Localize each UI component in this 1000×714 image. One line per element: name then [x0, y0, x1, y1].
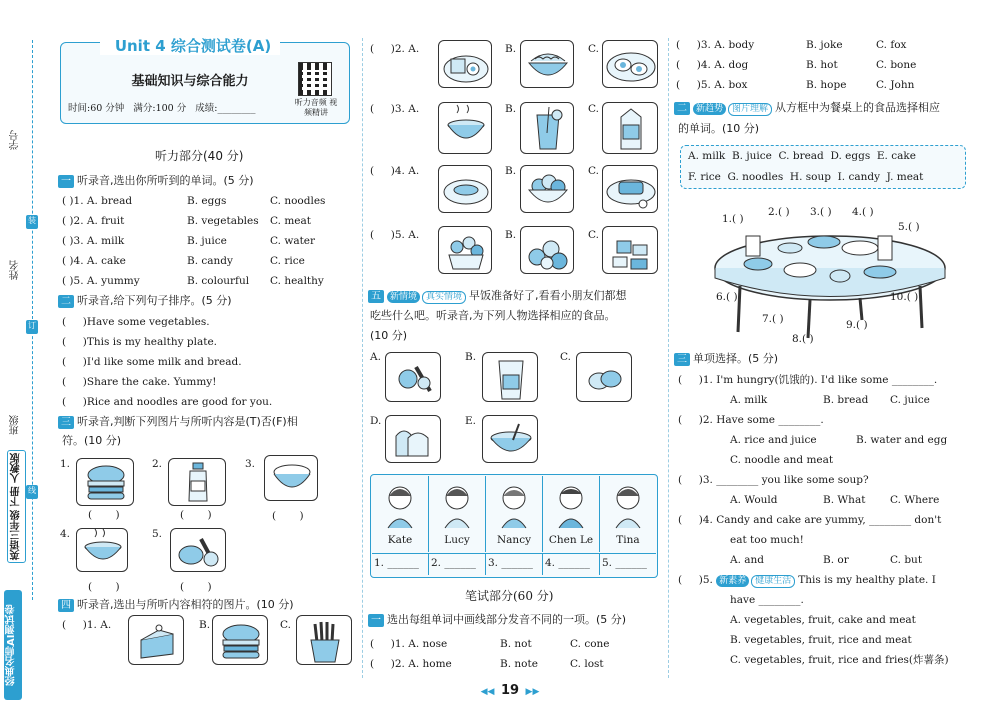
s3-item-3-label: 3.: [245, 458, 256, 470]
s4-q1-label: ( )1. A.: [62, 619, 112, 631]
s3-blank-5[interactable]: ( ): [180, 581, 212, 593]
mc-q4[interactable]: ( )4. Candy and cake are yummy, ________ don't: [678, 514, 942, 526]
option-a: A. milk: [730, 394, 768, 406]
list-item[interactable]: [62, 252, 352, 272]
person-chen-le: [543, 476, 600, 552]
eggs-plate-image[interactable]: [602, 40, 658, 88]
option-b: B. note: [500, 658, 538, 670]
vegetables-image: [170, 528, 226, 572]
s4-q5-c-label: C.: [588, 229, 599, 241]
cakes-image[interactable]: [602, 226, 658, 274]
unit-title: Unit 4 综合测试卷(A): [114, 37, 272, 55]
section-2-title: [58, 292, 232, 310]
answer-blank-3[interactable]: 3. ______: [486, 554, 543, 575]
s4-q3-label: ( )3. A.: [370, 103, 420, 115]
mc-q5-option-c[interactable]: C. vegetables, fruit, rice and fries(炸薯条): [730, 654, 949, 666]
section-5-score: (10 分): [370, 329, 408, 342]
burger-option-image[interactable]: [212, 615, 268, 665]
written-s1-list: [370, 635, 660, 675]
option-a: ( )3. A. milk: [62, 235, 125, 247]
option-c: C. juice: [890, 394, 930, 406]
person-kate: [372, 476, 429, 552]
mc-list: [678, 371, 978, 671]
mc-q5[interactable]: [678, 571, 978, 591]
col3-s2-number: 二: [674, 102, 690, 115]
section-4-number: 四: [58, 599, 74, 612]
option-a: ( )2. A. fruit: [62, 215, 125, 227]
answer-blank-5[interactable]: 5. ______: [602, 557, 647, 569]
table-label-4[interactable]: 4.( ): [852, 206, 874, 218]
tag-zhuang: 装: [26, 215, 38, 229]
soup-pot-image[interactable]: [438, 102, 492, 154]
mc-q1[interactable]: ( )1. I'm hungry(饥饿的). I'd like some ________.: [678, 374, 938, 386]
juice-glass-image[interactable]: [520, 102, 574, 154]
section-2-text: 听录音,给下列句子排序。(5 分): [77, 294, 232, 307]
vegetable-basket-image[interactable]: [438, 226, 492, 274]
option-c: C. rice: [270, 255, 305, 267]
people-row: [372, 476, 656, 552]
salad-bowl-image[interactable]: [520, 165, 574, 213]
answer-blank-2[interactable]: 2. ______: [429, 554, 486, 575]
exam-info: 时间:60 分钟 满分:100 分 成绩:________: [68, 103, 256, 114]
tag-ding: 订: [26, 320, 38, 334]
table-label-1[interactable]: 1.( ): [722, 213, 744, 225]
food-a-label: A.: [370, 351, 381, 363]
mc-q1-options[interactable]: [678, 391, 978, 411]
fish-plate-image[interactable]: [438, 165, 492, 213]
option-b: B. candy: [187, 255, 233, 267]
option-a: ( )4. A. dog: [676, 59, 749, 71]
word-box-line-2: F. rice G. noodles H. soup I. candy J. meat: [688, 171, 924, 183]
noodles-image[interactable]: [520, 40, 574, 88]
option-b: B. or: [823, 554, 849, 566]
prev-page-icon[interactable]: ◀◀: [480, 687, 495, 697]
real-context-tag: 真实情境: [422, 291, 466, 304]
list-item[interactable]: [62, 232, 352, 252]
section-5-title: [368, 287, 627, 305]
tag-xian: 线: [26, 485, 38, 499]
section-3-text: 听录音,判断下列图片与所听内容是(T)否(F)相: [77, 415, 298, 428]
list-item[interactable]: [676, 56, 976, 76]
option-a: ( )5. A. yummy: [62, 275, 140, 287]
list-item[interactable]: ( )I'd like some milk and bread.: [62, 356, 242, 368]
page-footer: [470, 683, 550, 698]
s3-item-4-label: 4.: [60, 528, 71, 540]
section-1-list: [62, 192, 352, 292]
section-5-number: 五: [368, 290, 384, 303]
col3-s2-title-cont: 的单词。(10 分): [678, 122, 760, 135]
s4-q1-c-label: C.: [280, 619, 291, 631]
s4-q4-c-label: C.: [588, 165, 599, 177]
qr-caption: 听力音频 视频精讲: [294, 98, 338, 117]
section-1-title: [58, 172, 254, 190]
s4-q4-b-label: B.: [505, 165, 517, 177]
s4-q3-b-label: B.: [505, 103, 517, 115]
next-page-icon[interactable]: ▶▶: [525, 687, 540, 697]
s3-blank-4[interactable]: ( ): [88, 581, 120, 593]
s3-blank-1[interactable]: ( ): [88, 509, 120, 521]
list-item[interactable]: ( )Rice and noodles are good for you.: [62, 396, 273, 408]
label-xuehao: 学号: [10, 130, 21, 150]
new-context-tag: 新情境: [387, 291, 420, 303]
food-d-image: [385, 415, 441, 463]
option-c: C. John: [876, 79, 915, 91]
list-item[interactable]: [676, 36, 976, 56]
col3-s3-number: 三: [674, 353, 690, 366]
mc-q5-option-a[interactable]: A. vegetables, fruit, cake and meat: [730, 614, 916, 626]
s4-q3-c-label: C.: [588, 103, 599, 115]
answer-blank-4[interactable]: 4. ______: [543, 554, 600, 575]
s3-item-1-label: 1.: [60, 458, 71, 470]
option-b: B. colourful: [187, 275, 250, 287]
qr-code-inner: [302, 70, 328, 90]
s4-q4-label: ( )4. A.: [370, 165, 420, 177]
section-3-title: [58, 413, 298, 431]
list-item[interactable]: ( )Have some vegetables.: [62, 316, 210, 328]
subtitle: 基础知识与综合能力: [131, 74, 249, 89]
column-divider: [668, 38, 669, 678]
written-s1-number: 一: [368, 614, 384, 627]
written-s1-title: [368, 611, 626, 629]
healthy-life-tag: 健康生活: [751, 575, 795, 588]
s3-item-5-label: 5.: [152, 528, 163, 540]
mc-q5-number: ( )5.: [678, 574, 713, 586]
option-c: C. bone: [876, 59, 917, 71]
s4-q2-b-label: B.: [505, 43, 517, 55]
person-name: Nancy: [496, 534, 532, 546]
option-a: A. and: [730, 554, 765, 566]
s4-q5-label: ( )5. A.: [370, 229, 420, 241]
person-name: Chen Le: [548, 534, 594, 546]
section-5-title-cont: 吃些什么吧。听录音,为下列人物选择相应的食品。: [370, 309, 616, 322]
mc-q4-options[interactable]: [678, 551, 978, 571]
section-1-number: 一: [58, 175, 74, 188]
written-title: 笔试部分(60 分): [465, 589, 554, 603]
mc-q5-option-b[interactable]: B. vegetables, fruit, rice and meat: [730, 634, 912, 646]
option-a: ( )5. A. box: [676, 79, 748, 91]
answer-blank-1[interactable]: 1. ______: [372, 554, 429, 575]
table-label-3[interactable]: 3.( ): [810, 206, 832, 218]
cake-image[interactable]: [128, 615, 184, 665]
picture-tag: 图片理解: [728, 103, 772, 116]
list-item[interactable]: [370, 655, 660, 675]
option-c: C. fox: [876, 39, 907, 51]
food-d-label: D.: [370, 415, 382, 427]
option-b: B. What: [823, 494, 866, 506]
option-c: C. noodles: [270, 195, 326, 207]
person-name: Lucy: [444, 534, 470, 546]
soup-bowl-image: [76, 528, 128, 572]
option-b: B. not: [500, 638, 532, 650]
fruit-pile-image[interactable]: [520, 226, 574, 274]
section-4-text: 听录音,选出与所听内容相符的图片。(10 分): [77, 598, 294, 611]
food-e-label: E.: [465, 415, 477, 427]
breakfast-plate-image[interactable]: [438, 40, 492, 88]
option-b: B. juice: [187, 235, 227, 247]
col3-s3-title: [674, 350, 778, 368]
mc-q3-options[interactable]: [678, 491, 978, 511]
option-b: B. hot: [806, 59, 838, 71]
food-b-label: B.: [465, 351, 477, 363]
burger-image: [76, 458, 134, 506]
option-a: ( )1. A. bread: [62, 195, 133, 207]
mc-q5-text: This is my healthy plate. I: [798, 574, 936, 586]
option-b: B. joke: [806, 39, 843, 51]
milk-carton-image[interactable]: [602, 102, 658, 154]
answer-row: [372, 553, 656, 575]
mc-q2[interactable]: ( )2. Have some ________.: [678, 414, 824, 426]
table-label-7[interactable]: 7.( ): [762, 313, 784, 325]
page-number: 19: [500, 683, 520, 698]
section-1-text: 听录音,选出你所听到的单词。(5 分): [77, 174, 254, 187]
fries-image[interactable]: [296, 615, 352, 665]
meat-plate-image[interactable]: [602, 165, 658, 213]
word-box-line-1: A. milk B. juice C. bread D. eggs E. cake: [688, 150, 916, 162]
person-lucy: [429, 476, 486, 552]
list-item[interactable]: [62, 272, 352, 292]
list-item[interactable]: [62, 212, 352, 232]
list-item[interactable]: [370, 635, 660, 655]
option-a: ( )4. A. cake: [62, 255, 126, 267]
section-2-number: 二: [58, 295, 74, 308]
col3-phonics-list: [676, 36, 976, 96]
food-b-image: [482, 352, 538, 402]
s4-q2-c-label: C.: [588, 43, 599, 55]
person-nancy: [486, 476, 543, 552]
section-3-title-cont: 符。(10 分): [62, 434, 122, 447]
s4-q2-label: ( )2. A.: [370, 43, 420, 55]
option-a: ( )2. A. home: [370, 658, 452, 670]
option-a: ( )1. A. nose: [370, 638, 448, 650]
section-2-list: [62, 313, 272, 413]
table-label-10[interactable]: 10.( ): [890, 291, 919, 303]
mc-q5-cont: have ________.: [730, 594, 804, 606]
option-c: C. water: [270, 235, 316, 247]
option-c: C. noodle and meat: [730, 454, 834, 466]
food-c-image: [576, 352, 632, 402]
column-divider: [362, 38, 363, 678]
option-b: B. hope: [806, 79, 847, 91]
list-item[interactable]: [62, 192, 352, 212]
col3-s2-text: 从方框中为餐桌上的食品选择相应: [775, 101, 941, 114]
person-name: Kate: [387, 534, 413, 546]
s4-q1-b-label: B.: [199, 619, 211, 631]
written-s1-text: 选出每组单词中画线部分发音不同的一项。(5 分): [387, 613, 627, 626]
label-xingming: 姓名: [10, 260, 21, 280]
option-b: B. vegetables: [187, 215, 259, 227]
mc-q2-option-c[interactable]: [678, 451, 978, 471]
label-banji: 班级: [10, 415, 21, 435]
person-name: Tina: [616, 534, 640, 546]
col3-s3-text: 单项选择。(5 分): [693, 352, 779, 365]
food-c-label: C.: [560, 351, 571, 363]
option-a: ( )3. A. body: [676, 39, 755, 51]
option-c: C. healthy: [270, 275, 324, 287]
section-4-title: [58, 596, 294, 614]
option-b: B. bread: [823, 394, 869, 406]
s3-item-2-label: 2.: [152, 458, 163, 470]
table-label-2[interactable]: 2.( ): [768, 206, 790, 218]
option-b: B. water and egg: [856, 434, 948, 446]
option-b: B. eggs: [187, 195, 227, 207]
option-c: C. cone: [570, 638, 610, 650]
table-label-9[interactable]: 9.( ): [846, 319, 868, 331]
option-c: C. Where: [890, 494, 940, 506]
book-title: 英语三年级 下册 人教版: [7, 450, 26, 563]
option-a: A. Would: [730, 494, 778, 506]
s3-blank-3[interactable]: ( ): [272, 510, 304, 522]
mc-q4-cont: eat too much!: [730, 534, 804, 546]
list-item[interactable]: ( )This is my healthy plate.: [62, 336, 217, 348]
table-label-8[interactable]: 8.( ): [792, 333, 814, 345]
list-item[interactable]: [676, 76, 976, 96]
series-title: 经典名师AI测试卷: [4, 590, 22, 700]
option-c: C. lost: [570, 658, 604, 670]
new-literacy-tag: 新素养: [716, 575, 749, 587]
person-tina: [600, 476, 656, 552]
option-a: A. rice and juice: [730, 434, 817, 446]
listening-title: 听力部分(40 分): [155, 149, 244, 163]
table-label-6[interactable]: 6.( ): [716, 291, 738, 303]
new-trend-tag: 新趋势: [693, 103, 726, 115]
s3-blank-2[interactable]: ( ): [180, 509, 212, 521]
option-c: C. but: [890, 554, 923, 566]
section-5-text: 早饭准备好了,看看小朋友们都想: [469, 289, 627, 302]
list-item[interactable]: ( )Share the cake. Yummy!: [62, 376, 217, 388]
col3-s2-title: [674, 99, 940, 117]
rice-bowl-image: [264, 455, 318, 501]
food-a-image: [385, 352, 441, 402]
binding-strip: [0, 0, 40, 714]
table-label-5[interactable]: 5.( ): [898, 221, 920, 233]
option-c: C. meat: [270, 215, 311, 227]
mc-q2-options[interactable]: [678, 431, 978, 451]
section-3-number: 三: [58, 416, 74, 429]
food-e-image: [482, 415, 538, 463]
s4-q5-b-label: B.: [505, 229, 517, 241]
milk-bottle-image: [168, 458, 226, 506]
mc-q3[interactable]: ( )3. ________ you like some soup?: [678, 474, 869, 486]
